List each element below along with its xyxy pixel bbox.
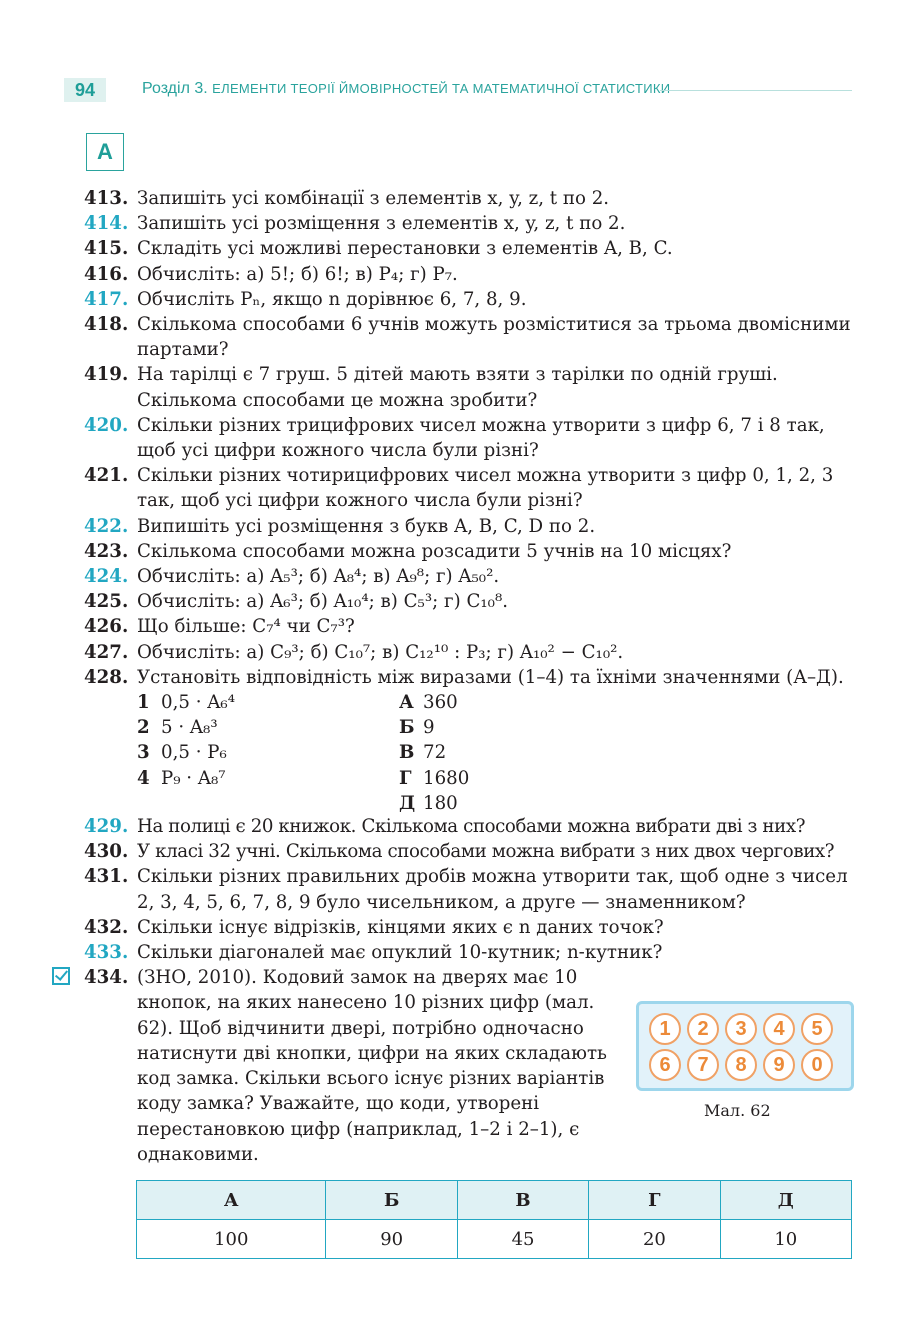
lock-key: 3 [725,1013,757,1045]
answer-option-label: Г [589,1181,720,1220]
problem-text: Що більше: C₇⁴ чи C₇³? [137,616,355,638]
checkbox-icon [52,967,70,985]
lock-key: 2 [687,1013,719,1045]
problem-text: Обчисліть: а) A₅³; б) A₈⁴; в) A₉⁸; г) A₅₀². [137,566,500,588]
problem-number: 417. [84,288,129,310]
expression-item: 3 0,5 · P₆ [137,742,227,764]
problem-text: Випишіть усі розміщення з букв A, B, C, D по 2. [137,515,596,537]
problem-423 [84,539,854,564]
problem-428 [84,665,854,690]
value-item: А 360 [399,692,458,714]
problem-418 [84,312,854,362]
answer-option-label: Б [326,1181,457,1220]
problem-text: Скільки різних трицифрових чисел можна утворити з цифр 6, 7 і 8 так, щоб усі цифри кожного числа були різні? [137,414,825,462]
page-number: 94 [64,78,106,102]
problem-432 [84,915,854,940]
problem-415 [84,236,854,261]
problem-text: У класі 32 учні. Скількома способами можна вибрати з них двох чергових? [137,841,835,863]
problem-431 [84,864,854,914]
problem-421 [84,463,854,513]
problem-text: Скільки діагоналей має опуклий 10-кутник; n-кутник? [137,942,663,964]
answer-option-label: Д [720,1181,851,1220]
page-header [64,78,852,102]
value-item: Б 9 [399,717,435,739]
problem-text: Скількома способами можна розсадити 5 учнів на 10 місцях? [137,540,732,562]
problem-number: 413. [84,188,129,209]
problem-number: 422. [84,515,129,537]
section-label: Розділ 3. [142,80,208,97]
problem-414 [84,211,854,236]
code-lock-figure [636,1001,854,1091]
problem-number: 427. [84,641,129,663]
problem-text: Скільки різних чотирицифрових чисел можна утворити з цифр 0, 1, 2, 3 так, щоб усі цифри кожного числа були різні? [137,465,834,512]
problem-number: 428. [84,666,129,688]
answer-header-row [137,1181,852,1220]
answer-option-value: 100 [137,1220,326,1259]
problem-429 [84,814,854,839]
problem-number: 421. [84,465,129,487]
problem-424 [84,564,854,589]
problem-413 [84,186,854,211]
lock-key: 5 [801,1013,833,1045]
problem-text: Обчисліть: а) C₉³; б) C₁₀⁷; в) C₁₂¹⁰ : P₃; г) A₁₀² − C₁₀². [137,641,624,663]
problem-text: Скільки різних правильних дробів можна утворити так, щоб одне з чисел 2, 3, 4, 5, 6, 7, 8, 9 було чисельником, а друге — знаменником? [137,866,848,913]
answer-option-value: 90 [326,1220,457,1259]
answer-option-value: 20 [589,1220,720,1259]
header-rule [660,90,852,91]
lock-key: 1 [649,1013,681,1045]
problem-number: 429. [84,816,129,838]
problem-text: Установіть відповідність між виразами (1–4) та їхніми значеннями (А–Д). [137,666,844,688]
answer-option-value: 45 [457,1220,588,1259]
value-item: В 72 [399,742,447,764]
answer-option-label: В [457,1181,588,1220]
problem-number: 418. [84,314,129,336]
problem-number: 426. [84,616,129,638]
problem-text: Скільки існує відрізків, кінцями яких є n даних точок? [137,916,664,938]
problem-text: Скількома способами 6 учнів можуть розміститися за трьома двомісними партами? [137,314,851,361]
problem-419 [84,362,854,412]
problem-text: Обчисліть: а) A₆³; б) A₁₀⁴; в) C₅³; г) C₁₀⁸. [137,591,509,613]
problem-416 [84,262,854,287]
problem-number: 431. [84,866,129,888]
problem-number: 434. [84,967,129,989]
problem-433 [84,940,854,965]
values-column [399,690,469,816]
problem-422 [84,514,854,539]
problem-text: На полиці є 20 книжок. Скількома способами можна вибрати дві з них? [137,816,806,838]
problem-425 [84,589,854,614]
problem-number: 432. [84,916,129,938]
lock-key: 6 [649,1049,681,1081]
value-item: Д 180 [399,792,458,814]
lock-key: 8 [725,1049,757,1081]
value-item: Г 1680 [399,767,470,789]
problem-text: (ЗНО, 2010). Кодовий замок на дверях має 10 кнопок, на яких нанесено 10 різних цифр (мал. 62). Щоб відчинити двері, потрібно одночасно натиснути дві кнопки, цифри на яких складають код замка. Скільки всього існує різних варіантів коду замка? Уважайте, що коди, утворені перестановкою цифр (наприклад, 1–2 і 2–1), є однаковими. [137,967,607,1165]
problem-text: Запишіть усі комбінації з елементів x, y, z, t по 2. [137,188,610,209]
problem-430 [84,839,854,864]
problem-number: 424. [84,566,129,588]
problem-number: 416. [84,263,129,285]
expressions-column [137,690,235,791]
problem-text: Обчисліть Pₙ, якщо n дорівнює 6, 7, 8, 9. [137,288,527,310]
problem-427 [84,640,854,665]
problem-number: 414. [84,213,129,235]
expression-item: 4 P₉ · A₈⁷ [137,767,226,789]
problem-number: 423. [84,540,129,562]
difficulty-level-badge: А [86,133,124,171]
lock-key: 4 [763,1013,795,1045]
problem-number: 425. [84,591,129,613]
problem-426 [84,614,854,639]
problem-number: 419. [84,364,129,386]
problem-text: Складіть усі можливі перестановки з елементів A, B, C. [137,238,673,260]
problem-420 [84,413,854,463]
figure-caption: Мал. 62 [704,1101,771,1120]
lock-key: 0 [801,1049,833,1081]
answer-option-label: А [137,1181,326,1220]
expression-item: 1 0,5 · A₆⁴ [137,692,235,714]
problem-number: 430. [84,841,129,863]
lock-keypad [649,1013,839,1081]
section-title: ЕЛЕМЕНТИ ТЕОРІЇ ЙМОВІРНОСТЕЙ ТА МАТЕМАТИЧНОЇ СТАТИСТИКИ [212,81,671,96]
problem-text: На тарілці є 7 груш. 5 дітей мають взяти з тарілки по одній груші. Скількома способами це можна зробити? [137,364,778,411]
problem-434 [84,965,607,1167]
problem-number: 433. [84,942,129,964]
problem-number: 420. [84,414,129,436]
answer-value-row [137,1220,852,1259]
problem-number: 415. [84,238,129,260]
expression-item: 2 5 · A₈³ [137,717,218,739]
problem-text: Обчисліть: а) 5!; б) 6!; в) P₄; г) P₇. [137,263,458,285]
lock-key: 7 [687,1049,719,1081]
answer-option-value: 10 [720,1220,851,1259]
chapter-title [142,80,670,98]
problem-417 [84,287,854,312]
matching-task [137,690,854,814]
answer-table [136,1180,852,1259]
problem-text: Запишіть усі розміщення з елементів x, y, z, t по 2. [137,213,626,235]
lock-key: 9 [763,1049,795,1081]
